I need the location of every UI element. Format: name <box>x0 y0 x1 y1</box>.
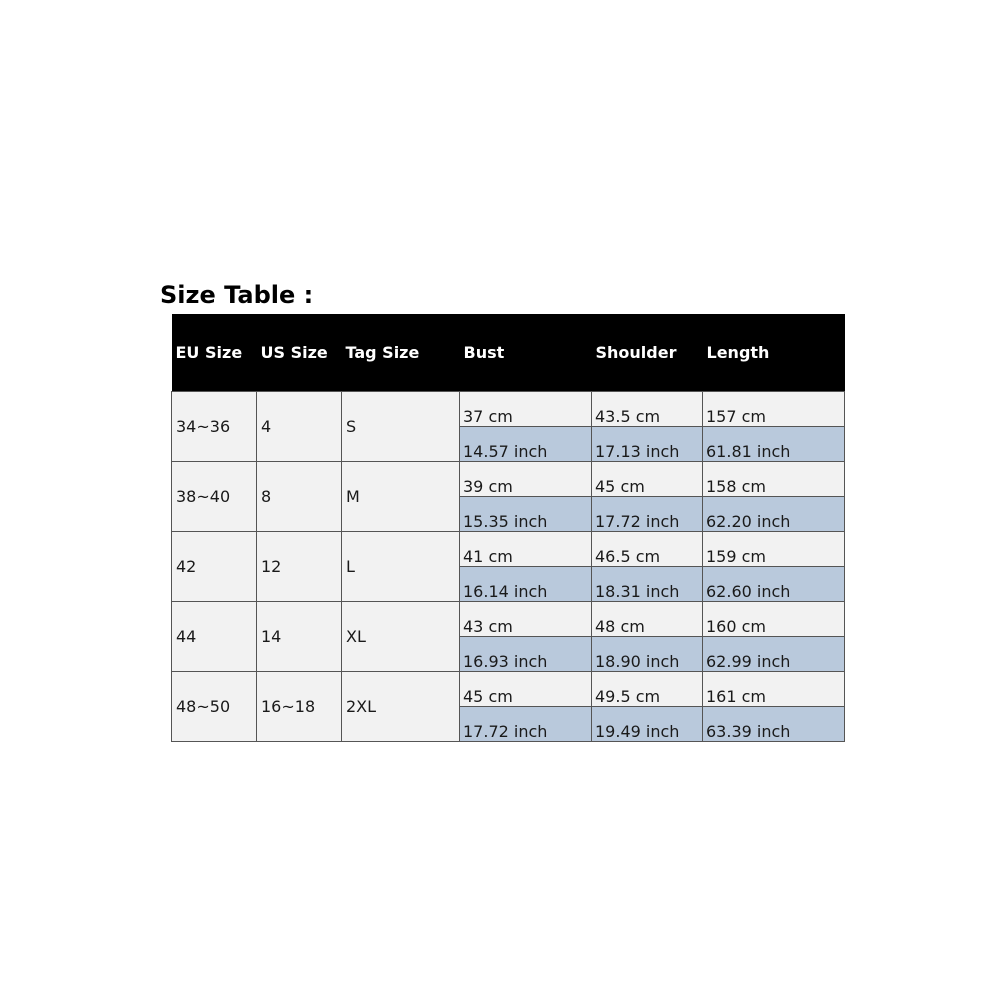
header-us-size: US Size <box>257 314 342 392</box>
shoulder-inch-cell: 17.13 inch <box>592 427 703 462</box>
length-cm-cell: 160 cm <box>703 602 845 637</box>
bust-inch-cell: 16.93 inch <box>460 637 592 672</box>
us-size-cell: 16~18 <box>257 672 342 742</box>
size-table <box>171 314 845 742</box>
header-tag-size: Tag Size <box>342 314 460 392</box>
tag-size-cell: 2XL <box>342 672 460 742</box>
tag-size-cell: XL <box>342 602 460 672</box>
bust-cm-cell: 41 cm <box>460 532 592 567</box>
length-cm-cell: 157 cm <box>703 392 845 427</box>
shoulder-cm-cell: 43.5 cm <box>592 392 703 427</box>
bust-cm-cell: 43 cm <box>460 602 592 637</box>
length-cm-cell: 159 cm <box>703 532 845 567</box>
length-inch-cell: 63.39 inch <box>703 707 845 742</box>
us-size-cell: 4 <box>257 392 342 462</box>
bust-inch-cell: 14.57 inch <box>460 427 592 462</box>
header-shoulder: Shoulder <box>592 314 703 392</box>
shoulder-cm-cell: 49.5 cm <box>592 672 703 707</box>
tag-size-cell: M <box>342 462 460 532</box>
us-size-cell: 14 <box>257 602 342 672</box>
bust-cm-cell: 39 cm <box>460 462 592 497</box>
length-inch-cell: 62.60 inch <box>703 567 845 602</box>
table-row-cm <box>172 672 845 707</box>
tag-size-cell: S <box>342 392 460 462</box>
us-size-cell: 8 <box>257 462 342 532</box>
bust-cm-cell: 45 cm <box>460 672 592 707</box>
length-inch-cell: 62.20 inch <box>703 497 845 532</box>
header-length: Length <box>703 314 845 392</box>
eu-size-cell: 48~50 <box>172 672 257 742</box>
table-body <box>172 392 845 742</box>
shoulder-cm-cell: 45 cm <box>592 462 703 497</box>
us-size-cell: 12 <box>257 532 342 602</box>
shoulder-inch-cell: 17.72 inch <box>592 497 703 532</box>
bust-cm-cell: 37 cm <box>460 392 592 427</box>
length-inch-cell: 61.81 inch <box>703 427 845 462</box>
table-row-cm <box>172 392 845 427</box>
shoulder-inch-cell: 18.90 inch <box>592 637 703 672</box>
bust-inch-cell: 16.14 inch <box>460 567 592 602</box>
eu-size-cell: 42 <box>172 532 257 602</box>
header-eu-size: EU Size <box>172 314 257 392</box>
bust-inch-cell: 17.72 inch <box>460 707 592 742</box>
eu-size-cell: 34~36 <box>172 392 257 462</box>
eu-size-cell: 44 <box>172 602 257 672</box>
header-bust: Bust <box>460 314 592 392</box>
eu-size-cell: 38~40 <box>172 462 257 532</box>
length-cm-cell: 158 cm <box>703 462 845 497</box>
tag-size-cell: L <box>342 532 460 602</box>
table-row-cm <box>172 602 845 637</box>
shoulder-cm-cell: 46.5 cm <box>592 532 703 567</box>
table-row-cm <box>172 462 845 497</box>
page-title: Size Table : <box>160 281 314 309</box>
table-row-cm <box>172 532 845 567</box>
bust-inch-cell: 15.35 inch <box>460 497 592 532</box>
header-row <box>172 314 845 392</box>
length-inch-cell: 62.99 inch <box>703 637 845 672</box>
shoulder-inch-cell: 18.31 inch <box>592 567 703 602</box>
shoulder-inch-cell: 19.49 inch <box>592 707 703 742</box>
length-cm-cell: 161 cm <box>703 672 845 707</box>
shoulder-cm-cell: 48 cm <box>592 602 703 637</box>
